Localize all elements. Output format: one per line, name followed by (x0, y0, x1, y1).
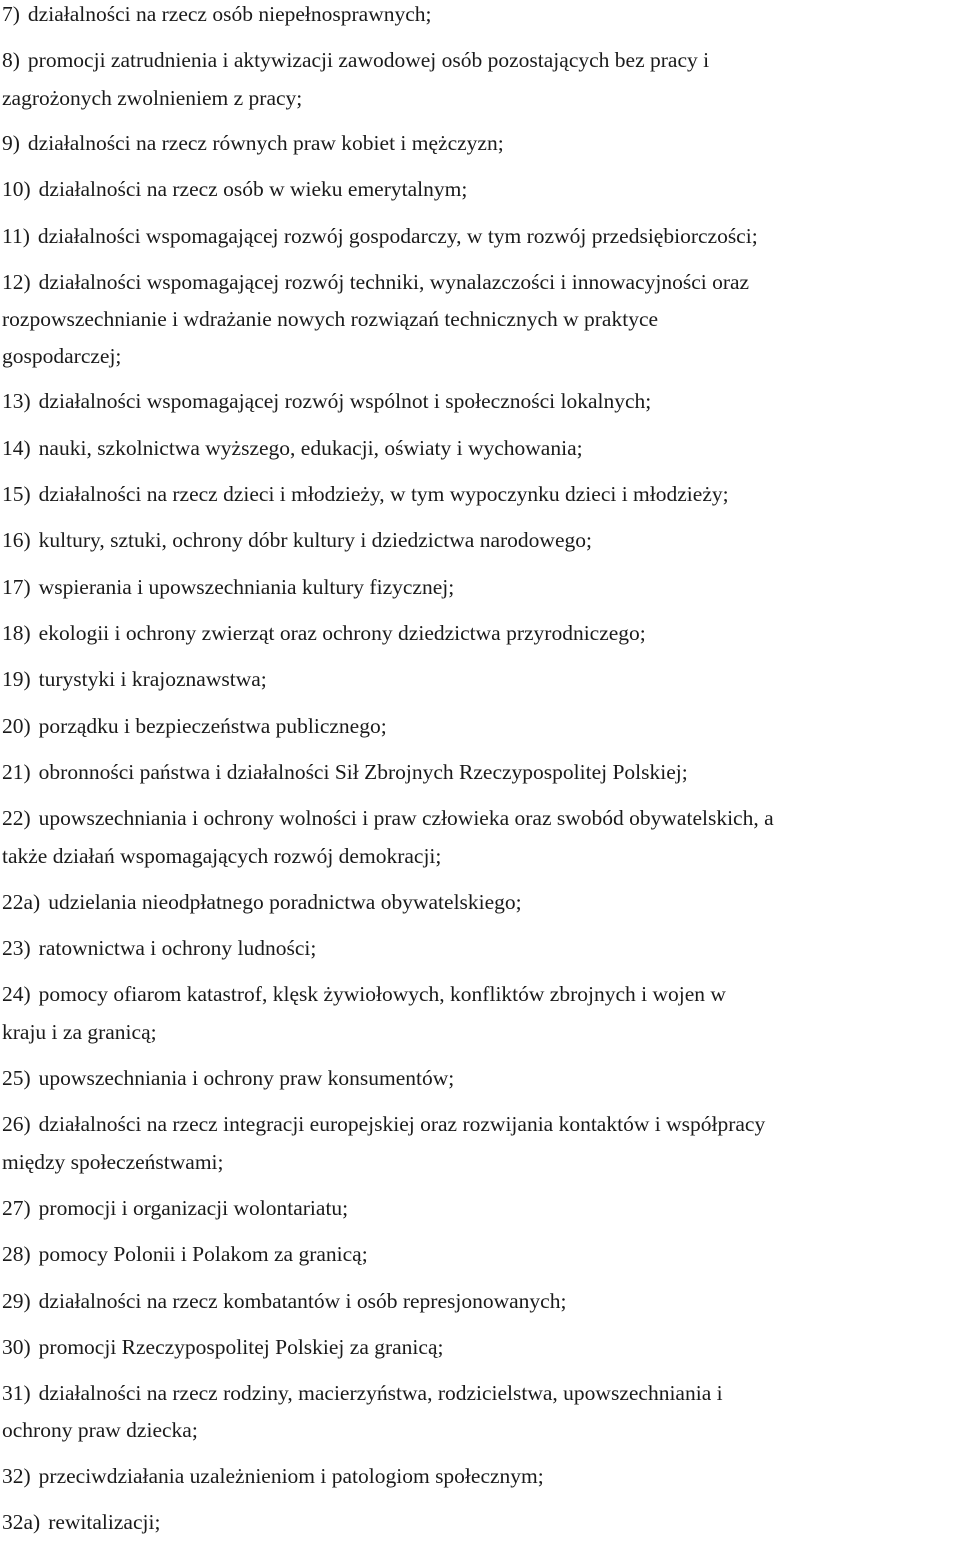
list-item-31 (2, 1375, 958, 1412)
list-item-10 (2, 171, 958, 208)
list-item-22 (2, 800, 958, 837)
item-number: 13) (2, 389, 31, 413)
list-item-8 (2, 42, 958, 79)
list-item-31-continuation (2, 1412, 958, 1449)
item-text: działalności na rzecz rodziny, macierzyństwa, rodzicielstwa, upowszechniania i (38, 1381, 723, 1405)
item-number: 25) (2, 1066, 31, 1090)
list-item-12-continuation-2 (2, 338, 958, 375)
item-number: 14) (2, 436, 31, 460)
list-item-26-continuation (2, 1144, 958, 1181)
item-text: przeciwdziałania uzależnieniom i patologiom społecznym; (38, 1464, 544, 1488)
item-text: działalności na rzecz dzieci i młodzieży, w tym wypoczynku dzieci i młodzieży; (38, 482, 729, 506)
item-text: działalności na rzecz integracji europejskiej oraz rozwijania kontaktów i współpracy (38, 1112, 766, 1136)
item-text: porządku i bezpieczeństwa publicznego; (38, 714, 387, 738)
item-text: pomocy Polonii i Polakom za granicą; (38, 1242, 368, 1266)
item-text: między społeczeństwami; (2, 1150, 224, 1174)
list-item-12 (2, 264, 958, 301)
list-item-27 (2, 1190, 958, 1227)
list-item-16 (2, 522, 958, 559)
list-item-21 (2, 754, 958, 791)
item-number: 20) (2, 714, 31, 738)
item-number: 29) (2, 1289, 31, 1313)
item-text: kraju i za granicą; (2, 1020, 157, 1044)
item-number: 23) (2, 936, 31, 960)
item-text: promocji Rzeczypospolitej Polskiej za granicą; (38, 1335, 444, 1359)
item-number: 18) (2, 621, 31, 645)
item-text: działalności wspomagającej rozwój gospodarczy, w tym rozwój przedsiębiorczości; (37, 224, 758, 248)
item-text: udzielania nieodpłatnego poradnictwa obywatelskiego; (48, 890, 522, 914)
item-number: 28) (2, 1242, 31, 1266)
item-text: ochrony praw dziecka; (2, 1418, 198, 1442)
item-number: 19) (2, 667, 31, 691)
item-text: także działań wspomagających rozwój demokracji; (2, 844, 442, 868)
item-text: kultury, sztuki, ochrony dóbr kultury i dziedzictwa narodowego; (38, 528, 592, 552)
item-text: turystyki i krajoznawstwa; (38, 667, 267, 691)
list-item-32 (2, 1458, 958, 1495)
item-text: działalności na rzecz kombatantów i osób represjonowanych; (38, 1289, 567, 1313)
item-number: 22) (2, 806, 31, 830)
item-number: 15) (2, 482, 31, 506)
list-item-29 (2, 1283, 958, 1320)
list-item-22-continuation (2, 838, 958, 875)
list-item-13 (2, 383, 958, 420)
list-item-17 (2, 569, 958, 606)
list-item-23 (2, 930, 958, 967)
list-item-9 (2, 125, 958, 162)
item-number: 32a) (2, 1510, 41, 1534)
item-number: 8) (2, 48, 20, 72)
list-item-22a (2, 884, 958, 921)
item-text: upowszechniania i ochrony wolności i praw człowieka oraz swobód obywatelskich, a (38, 806, 774, 830)
item-number: 27) (2, 1196, 31, 1220)
item-text: promocji zatrudnienia i aktywizacji zawodowej osób pozostających bez pracy i (27, 48, 710, 72)
item-text: rewitalizacji; (48, 1510, 161, 1534)
list-item-19 (2, 661, 958, 698)
item-text: ekologii i ochrony zwierząt oraz ochrony dziedzictwa przyrodniczego; (38, 621, 646, 645)
item-text: ratownictwa i ochrony ludności; (38, 936, 317, 960)
list-item-18 (2, 615, 958, 652)
item-text: pomocy ofiarom katastrof, klęsk żywiołowych, konfliktów zbrojnych i wojen w (38, 982, 726, 1006)
item-number: 9) (2, 131, 20, 155)
list-item-15 (2, 476, 958, 513)
item-number: 31) (2, 1381, 31, 1405)
list-item-32a (2, 1504, 958, 1541)
list-item-28 (2, 1236, 958, 1273)
item-number: 21) (2, 760, 31, 784)
item-number: 7) (2, 2, 20, 26)
list-item-30 (2, 1329, 958, 1366)
list-item-8-continuation (2, 80, 958, 117)
list-item-14 (2, 430, 958, 467)
item-number: 26) (2, 1112, 31, 1136)
item-number: 17) (2, 575, 31, 599)
item-text: upowszechniania i ochrony praw konsumentów; (38, 1066, 455, 1090)
item-text: działalności na rzecz osób niepełnosprawnych; (27, 2, 432, 26)
item-number: 11) (2, 224, 30, 248)
item-text: działalności na rzecz równych praw kobiet i mężczyzn; (27, 131, 504, 155)
item-text: obronności państwa i działalności Sił Zbrojnych Rzeczypospolitej Polskiej; (38, 760, 688, 784)
item-text: promocji i organizacji wolontariatu; (38, 1196, 349, 1220)
list-item-7 (2, 0, 958, 33)
item-number: 10) (2, 177, 31, 201)
item-number: 32) (2, 1464, 31, 1488)
item-text: działalności wspomagającej rozwój techniki, wynalazczości i innowacyjności oraz (38, 270, 750, 294)
list-item-25 (2, 1060, 958, 1097)
item-text: zagrożonych zwolnieniem z pracy; (2, 86, 303, 110)
item-number: 30) (2, 1335, 31, 1359)
item-number: 24) (2, 982, 31, 1006)
item-text: działalności na rzecz osób w wieku emerytalnym; (38, 177, 468, 201)
item-text: rozpowszechnianie i wdrażanie nowych rozwiązań technicznych w praktyce (2, 307, 659, 331)
list-item-24-continuation (2, 1014, 958, 1051)
item-text: wspierania i upowszechniania kultury fizycznej; (38, 575, 455, 599)
list-item-20 (2, 708, 958, 745)
item-text: działalności wspomagającej rozwój wspólnot i społeczności lokalnych; (38, 389, 652, 413)
item-text: gospodarczej; (2, 344, 122, 368)
item-number: 12) (2, 270, 31, 294)
item-text: nauki, szkolnictwa wyższego, edukacji, oświaty i wychowania; (38, 436, 583, 460)
list-item-26 (2, 1106, 958, 1143)
list-item-24 (2, 976, 958, 1013)
list-item-11 (2, 218, 958, 255)
item-number: 16) (2, 528, 31, 552)
list-item-12-continuation (2, 301, 958, 338)
item-number: 22a) (2, 890, 41, 914)
